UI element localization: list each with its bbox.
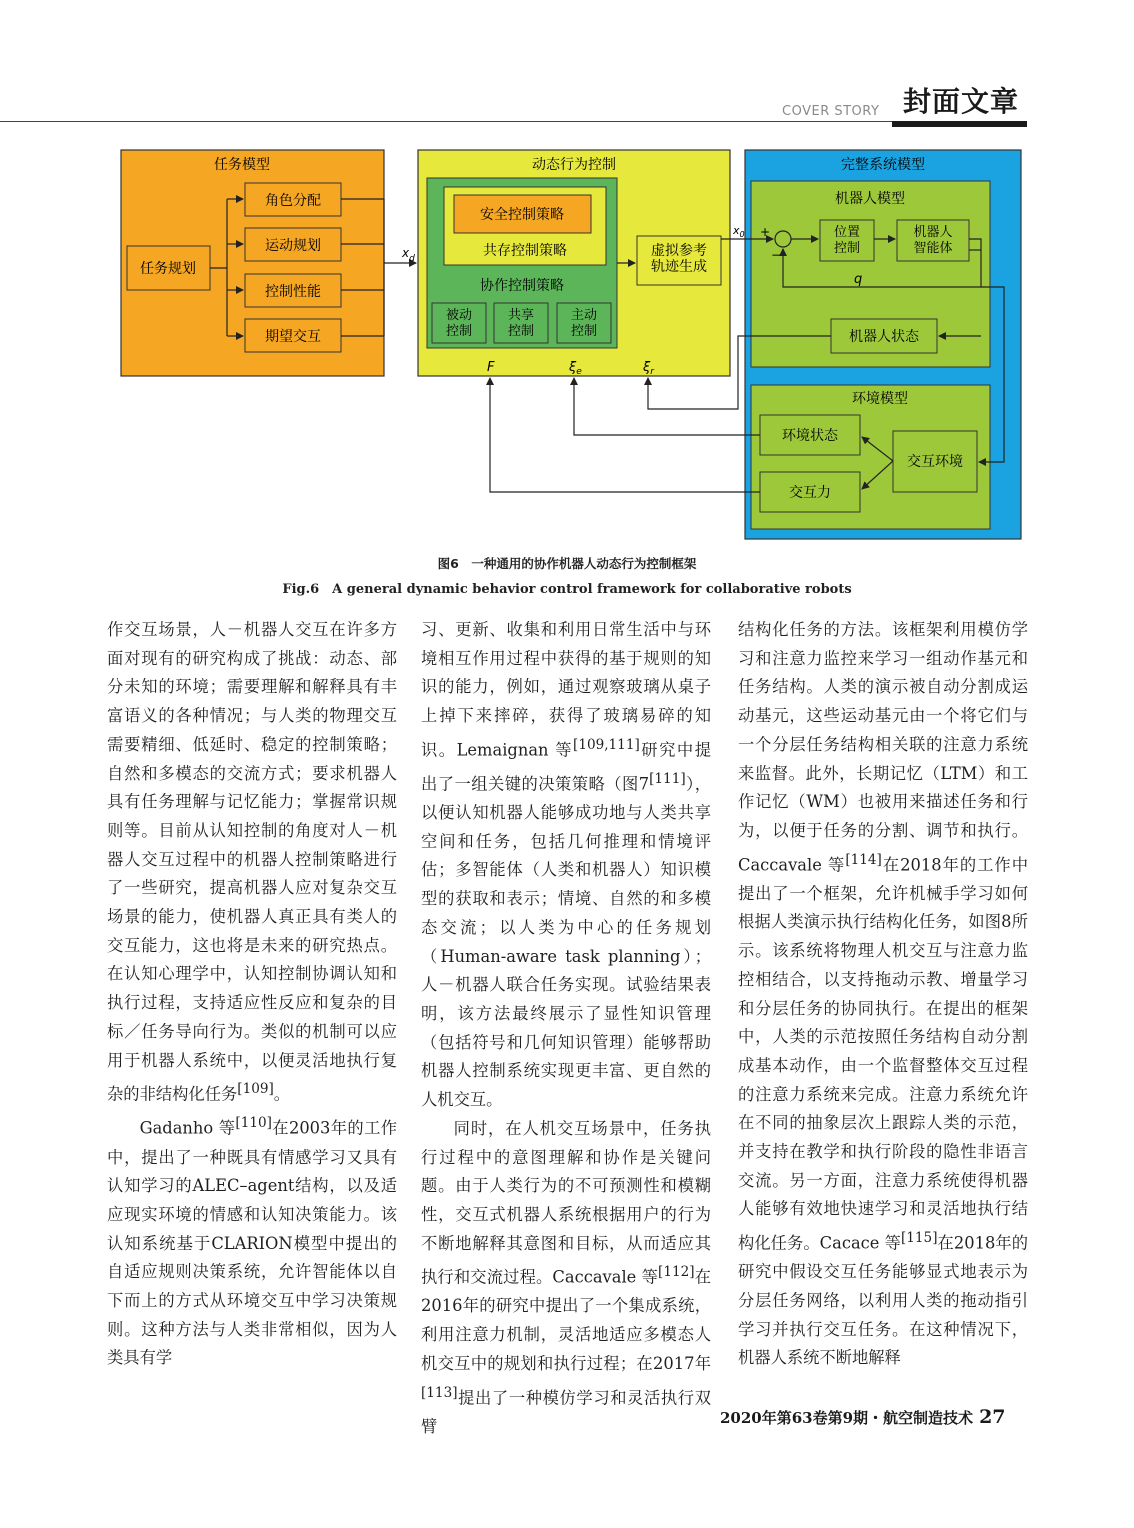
task-planning-label: 任务规划 — [140, 261, 196, 277]
citation: [112] — [658, 1264, 695, 1281]
xi-r-symbol: $\xi_r$ — [643, 360, 654, 377]
paragraph: 习、更新、收集和利用日常生活中与环境相互作用过程中获得的基于规则的知识的能力，例如，通过观察玻璃从桌子上掉下来摔碎，获得了玻璃易碎的知识。Lemaignan 等[109,111]研究中提出了一组关键的决策策略（图7[111]），以便认知机器人能够成功地与人类共享空间和任务，包括几何推理和情境评估；多智能体（人类和机器人）知识模型的获取和表示；情境、自然的和多模态交流；以人类为中心的任务规划（Human-aware task planning）；人－机器人联合任务实现。试验结果表明，该方法最终展示了显性知识管理（包括符号和几何知识管理）能够帮助机器人控制系统实现更丰富、更自然的人机交互。 — [421, 620, 711, 1110]
citation: [113] — [421, 1384, 458, 1401]
citation: [110] — [235, 1115, 272, 1132]
f-symbol: F — [487, 360, 495, 375]
env-model-title: 环境模型 — [852, 391, 908, 407]
plus-sign: + — [760, 225, 771, 239]
interaction-env-label: 交互环境 — [907, 454, 963, 470]
cover-story-label: COVER STORY — [782, 104, 880, 119]
task-model-title: 任务模型 — [214, 157, 270, 173]
coexist-strategy-label: 共存控制策略 — [483, 243, 567, 259]
xi-e-symbol: $\xi_e$ — [569, 360, 582, 377]
text-column-2 — [421, 616, 711, 1436]
system-model-title: 完整系统模型 — [841, 157, 925, 173]
q-symbol: q — [854, 272, 863, 287]
text-column-3 — [738, 616, 1028, 1406]
env-state-label: 环境状态 — [782, 428, 838, 444]
citation: [115] — [900, 1230, 938, 1247]
xd-symbol: $x_d$ — [402, 246, 415, 264]
citation: [109,111] — [573, 736, 640, 753]
minus-sign: − — [771, 248, 782, 262]
virtual-reference-label: 虚拟参考轨迹生成 — [651, 243, 707, 275]
paragraph: 作交互场景，人－机器人交互在许多方面对现有的研究构成了挑战：动态、部分未知的环境；需要理解和解释具有丰富语义的各种情况；与人类的物理交互需要精细、低延时、稳定的控制策略；自然和多模态的交流方式；要求机器人具有任务理解与记忆能力；掌握常识规则等。目前从认知控制的角度对人－机器人交互过程中的机器人控制策略进行了一些研究，提高机器人应对复杂交互场景的能力，使机器人真正具有类人的交互能力，这也将是未来的研究热点。在认知心理学中，认知控制协调认知和执行过程，支持适应性反应和复杂的目标／任务导向行为。类似的机制可以应用于机器人系统中，以便灵活地执行复杂的非结构化任务[109]。 — [107, 620, 397, 1104]
expected-interaction-label: 期望交互 — [265, 329, 321, 345]
motion-planning-label: 运动规划 — [265, 238, 321, 254]
role-allocation-label: 角色分配 — [265, 193, 321, 209]
cover-story-title: 封面文章 — [903, 85, 1020, 118]
text-column-1 — [107, 616, 397, 1406]
robot-state-label: 机器人状态 — [849, 329, 919, 345]
citation: [109] — [237, 1081, 274, 1098]
journal-issue: 2020年第63卷第9期・航空制造技术 — [720, 1409, 974, 1427]
passive-control-label: 被动控制 — [445, 308, 473, 339]
figure-caption-en: Fig.6 A general dynamic behavior control framework for collaborative robots — [282, 582, 852, 597]
safety-strategy-label: 安全控制策略 — [480, 207, 564, 223]
x0-symbol: $x_0$ — [733, 224, 745, 239]
page-number: 27 — [979, 1406, 1006, 1428]
control-performance-label: 控制性能 — [265, 284, 321, 300]
interaction-force-label: 交互力 — [789, 485, 831, 501]
paragraph: 结构化任务的方法。该框架利用模仿学习和注意力监控来学习一组动作基元和任务结构。人类的演示被自动分割成运动基元，这些运动基元由一个将它们与一个分层任务结构相关联的注意力系统来监督。此外，长期记忆（LTM）和工作记忆（WM）也被用来描述任务和行为，以便于任务的分割、调节和执行。Caccavale 等[114]在2018年的工作中提出了一个框架，允许机械手学习如何根据人类演示执行结构化任务，如图8所示。该系统将物理人机交互与注意力监控相结合，以支持拖动示教、增量学习和分层任务的协同执行。在提出的框架中，人类的示范按照任务结构自动分割成基本动作，由一个监督整体交互过程的注意力系统来完成。注意力系统允许在不同的抽象层次上跟踪人类的示范，并支持在教学和执行阶段的隐性非语言交流。另一方面，注意力系统使得机器人能够有效地快速学习和灵活地执行结构化任务。Cacace 等[115]在2018年的研究中假设交互任务能够显式地表示为分层任务网络，以利用人类的拖动指引学习并执行交互任务。在这种情况下，机器人系统不断地解释 — [738, 620, 1029, 1368]
shared-control-label: 共享控制 — [507, 308, 535, 339]
position-control-label: 位置控制 — [833, 225, 861, 256]
robot-model-title: 机器人模型 — [835, 191, 905, 207]
citation: [114] — [845, 851, 882, 868]
collab-strategy-label: 协作控制策略 — [480, 278, 564, 294]
citation: [111] — [649, 770, 686, 787]
paragraph: Gadanho 等[110]在2003年的工作中，提出了一种既具有情感学习又具有认知学习的ALEC–agent结构，以及适应现实环境的情感和认知决策能力。该认知系统基于CLARION模型中提出的自适应规则决策系统，允许智能体以自下而上的方式从环境交互中学习决策规则。这种方法与人类非常相似，因为人类具有学 — [107, 1115, 398, 1368]
paragraph: 同时，在人机交互场景中，任务执行过程中的意图理解和协作是关键问题。由于人类行为的不可预测性和模糊性，交互式机器人系统根据用户的行为不断地解释其意图和目标，从而适应其执行和交流过程。Caccavale 等[112]在2016年的研究中提出了一个集成系统，利用注意力机制，灵活地适应多模态人机交互中的规划和执行过程；在2017年[113]提出了一种模仿学习和灵活执行双臂 — [421, 1118, 711, 1436]
figure-caption-zh: 图6 一种通用的协作机器人动态行为控制框架 — [437, 556, 697, 571]
page-footer — [720, 1406, 1006, 1428]
control-framework-diagram — [0, 0, 1134, 545]
dynamic-control-title: 动态行为控制 — [532, 157, 616, 173]
robot-agent-label: 机器人智能体 — [913, 225, 953, 256]
active-control-label: 主动控制 — [570, 308, 598, 339]
